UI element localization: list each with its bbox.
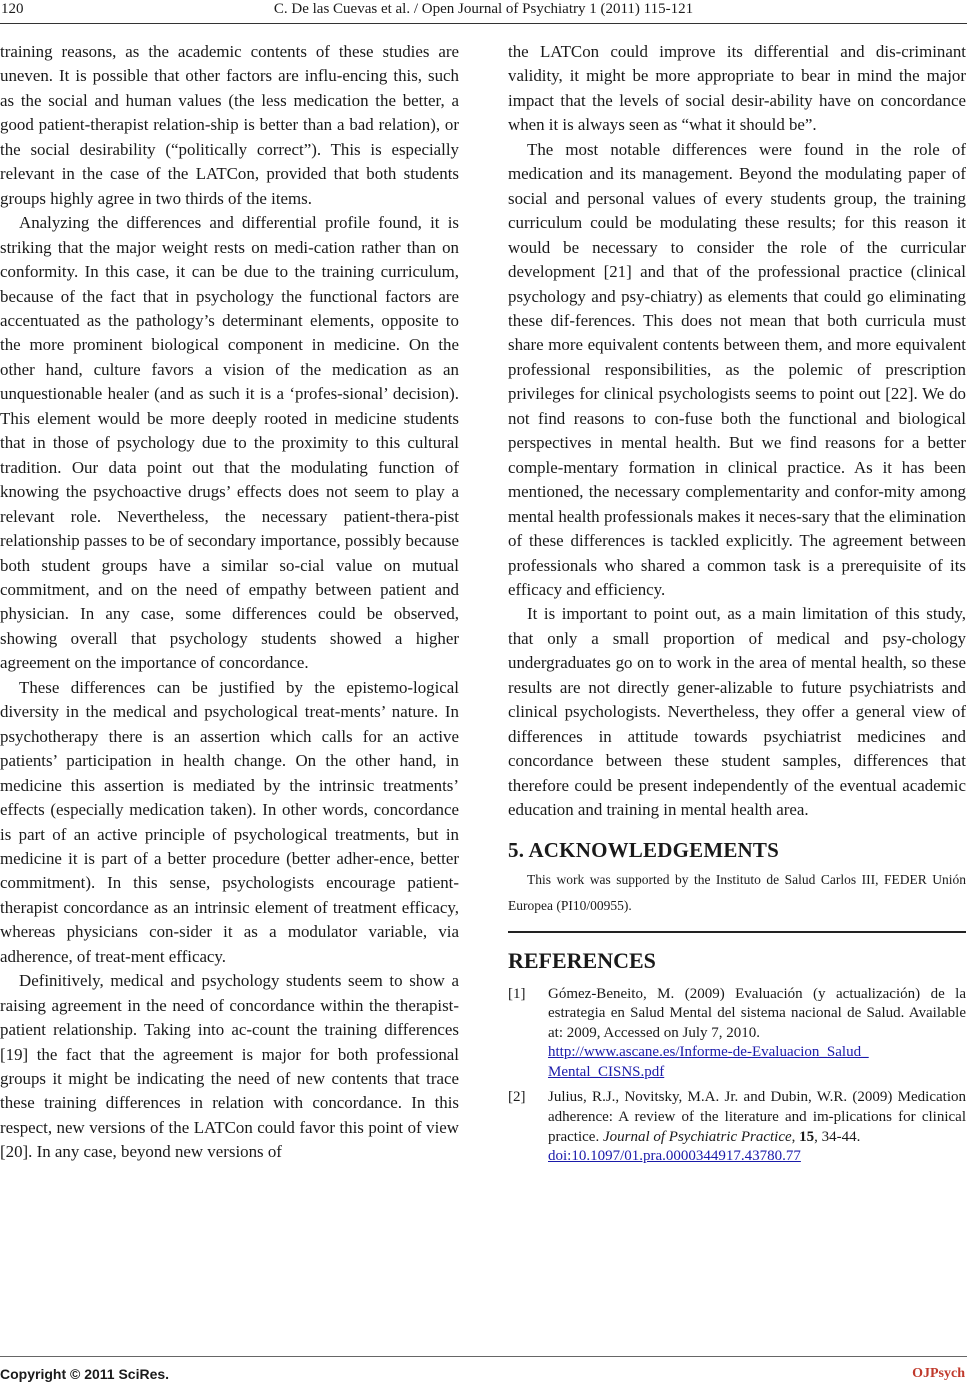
journal-pages: , 34-44. xyxy=(814,1128,861,1145)
paragraph: training reasons, as the academic contents of these studies are uneven. It is possible that other factors are influ-encing this, such as the social and human values (the less medication the better, a good patient-therapist relation-ship is better than a bad relation), or the social desirability (“politically correct”). This is especially relevant in the case of the LATCon, provided that both students groups highly agree in two thirds of the items. xyxy=(0,42,459,208)
paragraph: The most notable differences were found in the role of medication and its management. Beyond the modulating paper of social and personal values of every students group, the training curriculum could be modulating these results; for this reason it would be necessary to consider the role of the curricular development [21] and that of the professional practice (clinical psychology and psy-chiatry) as elements that could go eliminating these dif-ferences. This does not mean that both curricula must share more equivalent contents between them, and more equivalent professional responsibilities, as the polemic of prescription privileges for clinical psychologists seems to point out [22]. We do not find reasons to con-fuse both the functional and biological perspectives in mental health. But we find reasons for a better comple-mentary formation in clinical practice. As it has been mentioned, the necessary complementarity and confor-mity among mental health professionals makes it neces-sary that the elimination of these differences is tackled explicitly. The agreement between professionals who shared a common task is a prerequisite of its efficacy and efficiency. xyxy=(508,139,966,599)
left-column xyxy=(0,40,459,1165)
reference-body xyxy=(548,985,966,1083)
paragraph: the LATCon could improve its differential and dis-criminant validity, it might be more appropriate to bear in mind the major impact that the levels of social desir-ability have on concordance when it is always seen as “what it should be”. xyxy=(508,42,966,135)
reference-text: Julius, R.J., Novitsky, M.A. Jr. and Dubin, W.R. (2009) Medication adherence: A review of the literature and im-plications for clinical practice. xyxy=(548,1089,966,1145)
page-header xyxy=(0,0,967,26)
header-rule xyxy=(0,23,967,24)
paragraph: These differences can be justified by the epistemo-logical diversity in the medical and psychological treat-ments’ nature. In psychotherapy there is an assertion which calls for an active patients’ participation in health change. On the other hand, in medicine this assertion is mediated by the intrinsic treatments’ effects (especially medication taken). In other words, concordance is part of an active principle of psychological treatments, but in medicine it is part of a better procedure (better adher-ence, better commitment). In this sense, psychologists encourage patient-therapist concordance as an intrinsic element of treatment efficacy, whereas physicians con-sider it as a modulator variable, via adherence, of treat-ment efficacy. xyxy=(0,677,459,966)
reference-body xyxy=(548,1088,966,1166)
reference-item xyxy=(508,985,966,1083)
acknowledgements-heading: 5. ACKNOWLEDGEMENTS xyxy=(508,837,780,862)
reference-item xyxy=(508,1088,966,1166)
page-footer xyxy=(0,1366,967,1386)
references-heading: REFERENCES xyxy=(508,947,656,973)
reference-text: Gómez-Beneito, M. (2009) Evaluación (y actualización) de la estrategia en Salud Mental del sistema nacional de Salud. Available at: 2009, Accessed on July 7, 2010. xyxy=(548,985,966,1041)
reference-number: [2] xyxy=(508,1089,526,1106)
journal-name: Journal of Psychiatric Practice xyxy=(602,1128,792,1145)
right-column xyxy=(508,40,966,1173)
copyright-notice: Copyright © 2011 SciRes. xyxy=(0,1366,170,1382)
reference-doi-link[interactable]: doi:10.1097/01.pra.0000344917.43780.77 xyxy=(548,1148,801,1165)
journal-volume: 15 xyxy=(799,1128,815,1145)
running-title: C. De las Cuevas et al. / Open Journal of Psychiatry 1 (2011) 115-121 xyxy=(273,1,694,17)
footer-rule xyxy=(0,1356,967,1357)
paragraph: Definitively, medical and psychology students seem to show a raising agreement in the need of concordance within the therapist-patient relationship. Taking into ac-count the training differences [19] the fact that the agreement is major for both professional groups it might be indicating the need of new contents that trace these training differences in relation with concordance. In this respect, new versions of the LATCon could favor this point of view [20]. In any case, beyond new versions of xyxy=(0,971,459,1162)
section-divider xyxy=(508,931,966,933)
reference-link[interactable]: http://www.ascane.es/Informe-de-Evaluacion_Salud_ xyxy=(548,1044,869,1061)
paragraph: It is important to point out, as a main limitation of this study, that only a small proportion of medical and psy-chology undergraduates go on to work in the area of mental health, so these results are not directly gener-alizable to future psychiatrists and clinical psychologists. Nevertheless, they offer a general view of differences in attitude towards psychiatrist medicines and concordance between these student samples, differences that therefore could be present independently of the eventual academic education and training in mental health area. xyxy=(508,604,966,820)
reference-number: [1] xyxy=(508,985,526,1002)
volume-separator: , xyxy=(791,1128,800,1145)
page-number: 120 xyxy=(1,1,24,17)
paragraph: Analyzing the differences and differential profile found, it is striking that the major weight rests on medi-cation rather than on conformity. In this case, it can be due to the training curriculum, because of the fact that in psychology the functional factors are accentuated as the pathology’s determinant elements, opposite to the more prominent biological component in medicine. On the other hand, culture favors a vision of the medication as an unquestionable healer (and as such it is a ‘profes-sional’ decision). This element would be more deeply rooted in medicine students that in those of psychology due to the proximity to this cultural tradition. Our data point out that the modulating function of knowing the psychoactive drugs’ effects does not seem to play a relevant role. Nevertheless, the necessary patient-thera-pist relationship passes to be of secondary importance, possibly because both student groups have a similar so-cial value on mutual commitment, and on the need of empathy between patient and physician. In any case, some differences could be observed, showing overall that psychology students showed a higher agreement on the importance of concordance. xyxy=(0,213,459,673)
reference-link-continued[interactable]: Mental_CISNS.pdf xyxy=(548,1063,665,1080)
acknowledgements-text: This work was supported by the Instituto de Salud Carlos III, FEDER Unión Europea (PI10/00955). xyxy=(508,871,966,913)
journal-abbrev: OJPsych xyxy=(912,1366,965,1381)
